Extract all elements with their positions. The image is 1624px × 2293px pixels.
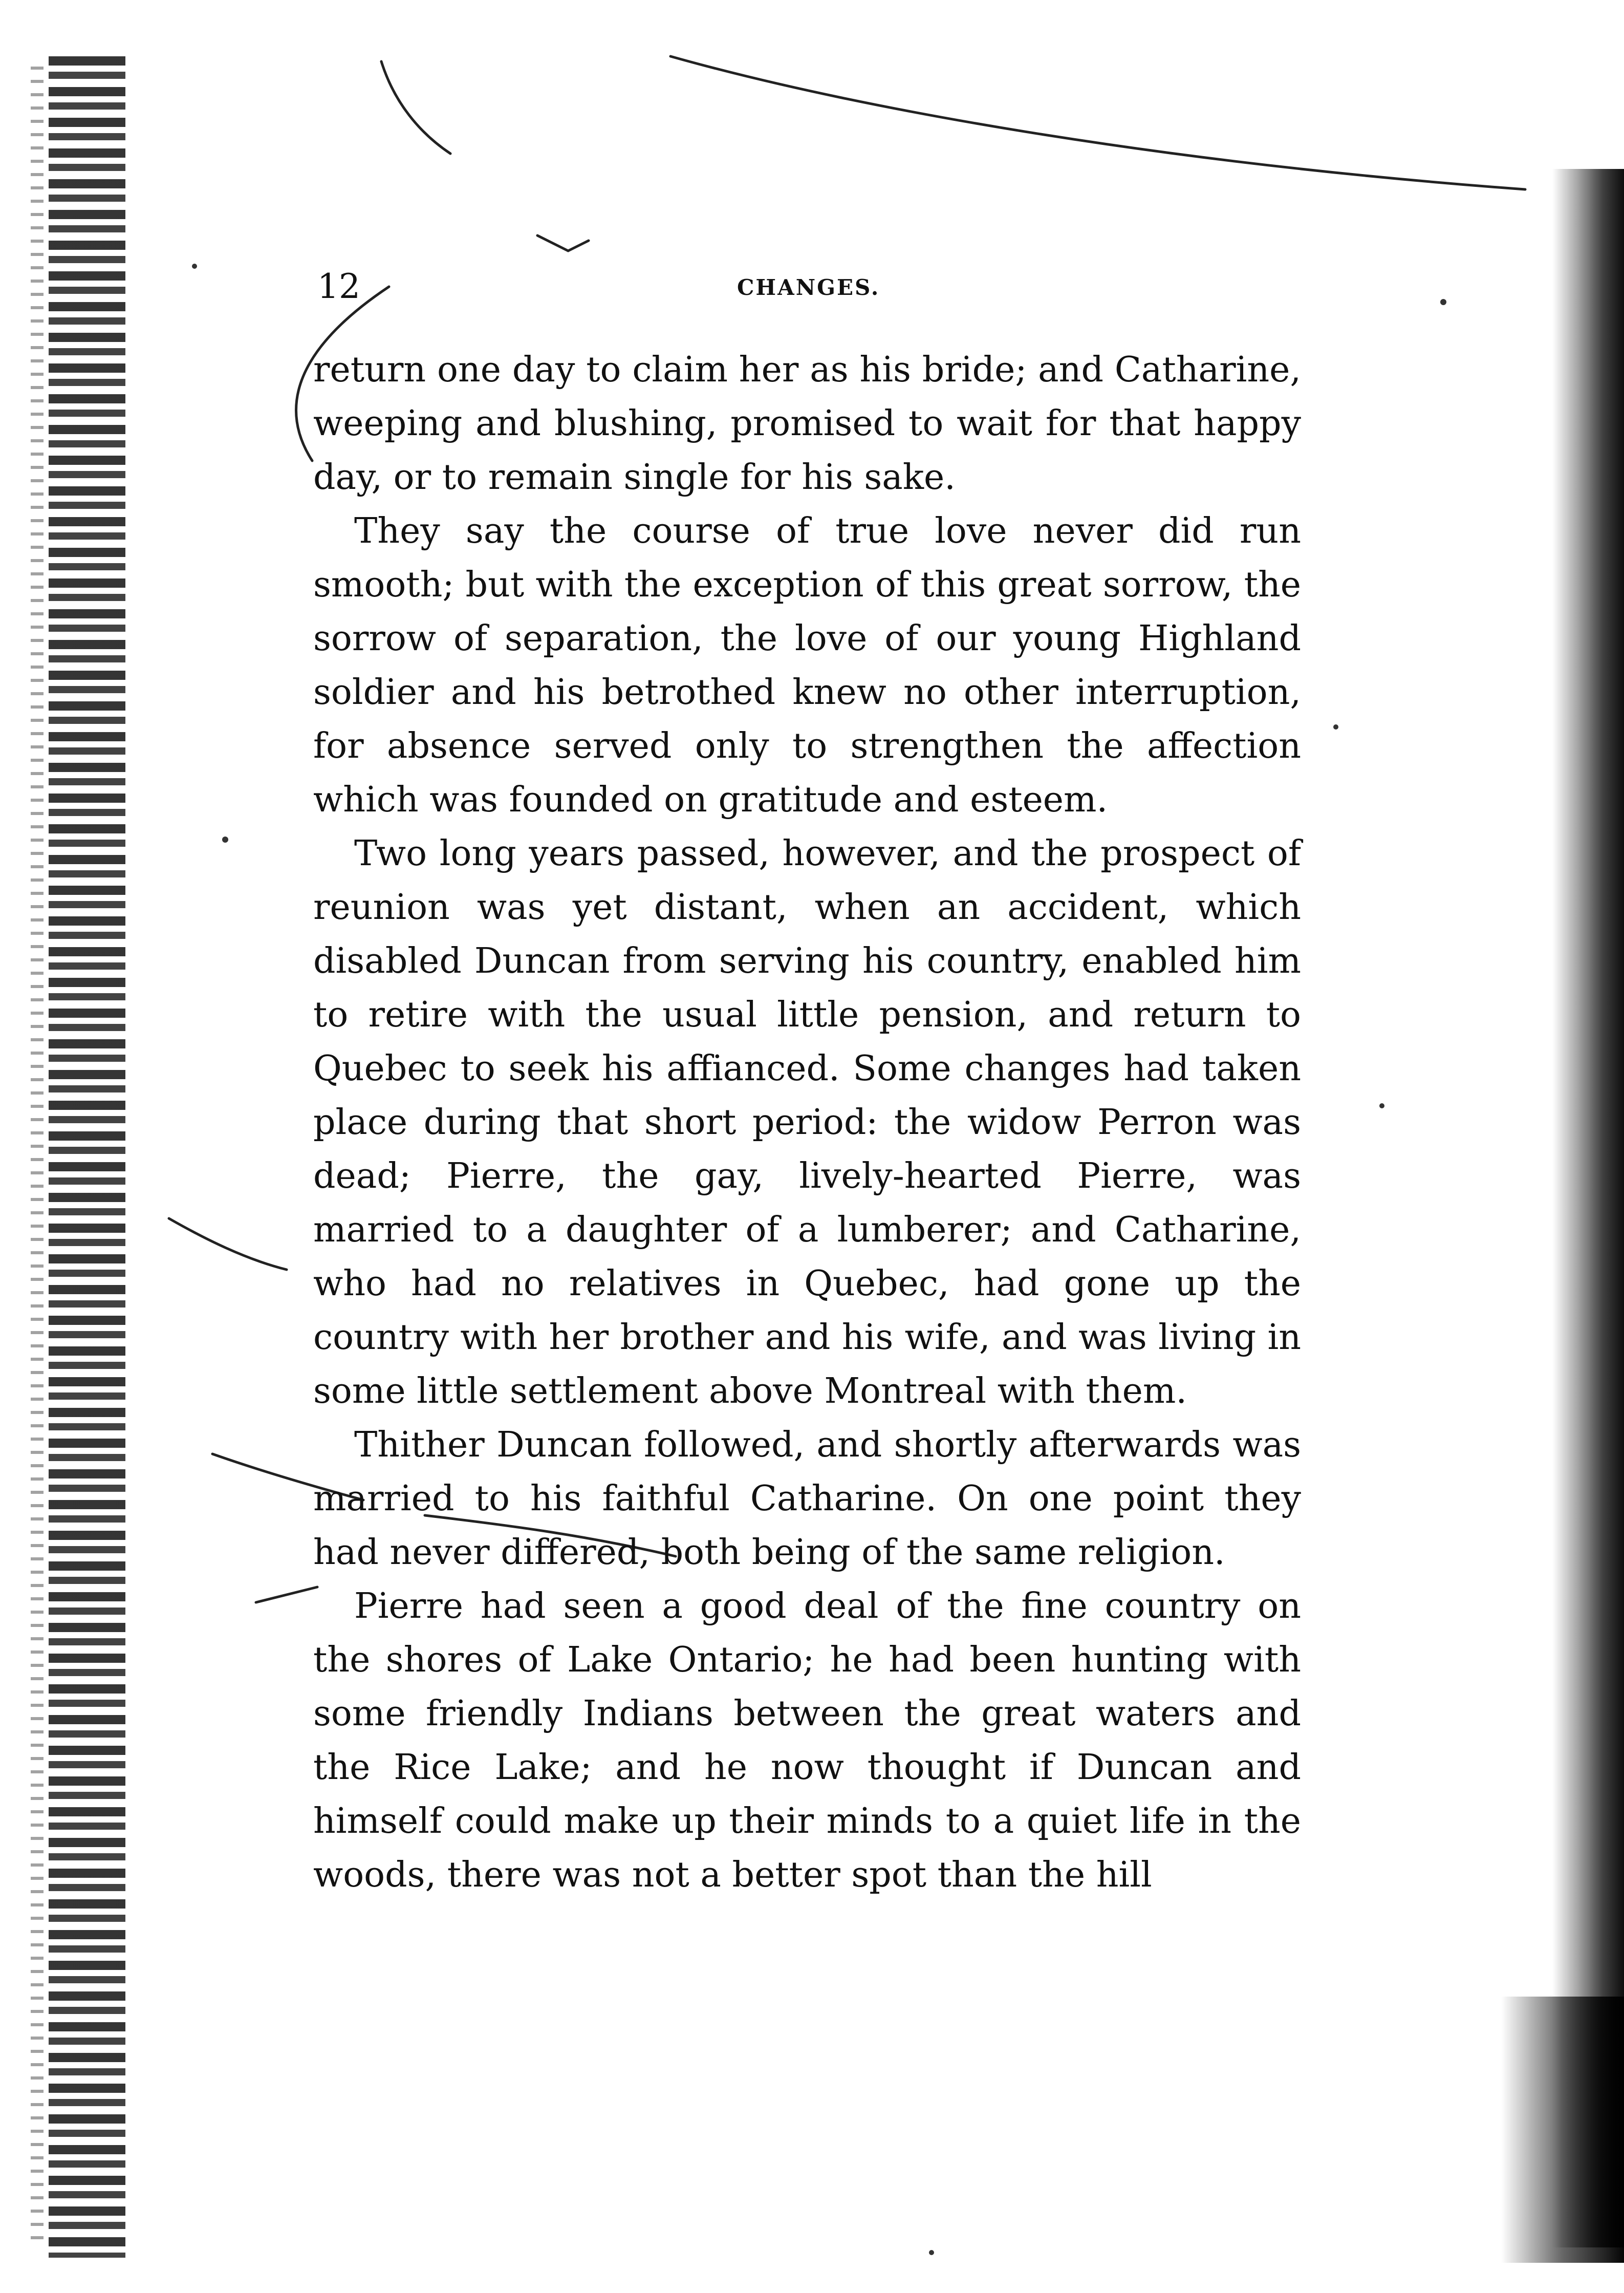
scan-edge-right xyxy=(1552,169,1624,2247)
paragraph: Two long years passed, however, and the prospect of reunion was yet distant, when an accident, which disabled Duncan from serving his country, enabled him to retire with the usual little pension, and return to Quebec to seek his affianced. Some changes had taken place during that short period: the widow Perron was dead; Pierre, the gay, lively-hearted Pierre, was married to a daughter of a lumberer; and Catharine, who had no relatives in Quebec, had gone up the country with her brother and his wife, and was living in some little settlement above Montreal with them. xyxy=(313,833,1301,1411)
pencil-stroke-mid-left xyxy=(169,1218,287,1270)
paragraph: They say the course of true love never did run smooth; but with the exception of this great sorrow, the sorrow of separation, the love of our young Highland soldier and his betrothed knew no other interruption, for absence served only to strengthen the affection which was founded on gratitude and esteem. xyxy=(313,511,1301,820)
pencil-stroke-lower-left xyxy=(256,1587,317,1602)
pencil-stroke-check xyxy=(537,235,589,251)
paragraph: Pierre had seen a good deal of the fine country on the shores of Lake Ontario; he had been hunting with some friendly Indians between the great waters and the Rice Lake; and he now thought if Duncan and himself could make up their minds to a quiet life in the woods, there was not a better spot than the hill xyxy=(313,1586,1301,1895)
pencil-stroke-top-left xyxy=(381,61,450,154)
paragraph: Thither Duncan followed, and shortly afterwards was married to his faithful Catharine. On one point they had never differed, both being of the same religion. xyxy=(313,1425,1301,1573)
running-head xyxy=(317,266,1300,307)
scan-edge-left xyxy=(49,56,125,2258)
scan-edge-right-shadow xyxy=(1501,1997,1624,2263)
running-title: CHANGES. xyxy=(737,275,880,300)
pencil-stroke-top-arc xyxy=(670,56,1525,189)
scan-edge-left-thin xyxy=(31,67,44,2242)
paragraph: return one day to claim her as his bride; and Catharine, weeping and blushing, promised to wait for that happy day, or to remain single for his sake. xyxy=(313,350,1301,498)
body-text xyxy=(313,343,1301,1902)
page-number: 12 xyxy=(317,267,360,306)
